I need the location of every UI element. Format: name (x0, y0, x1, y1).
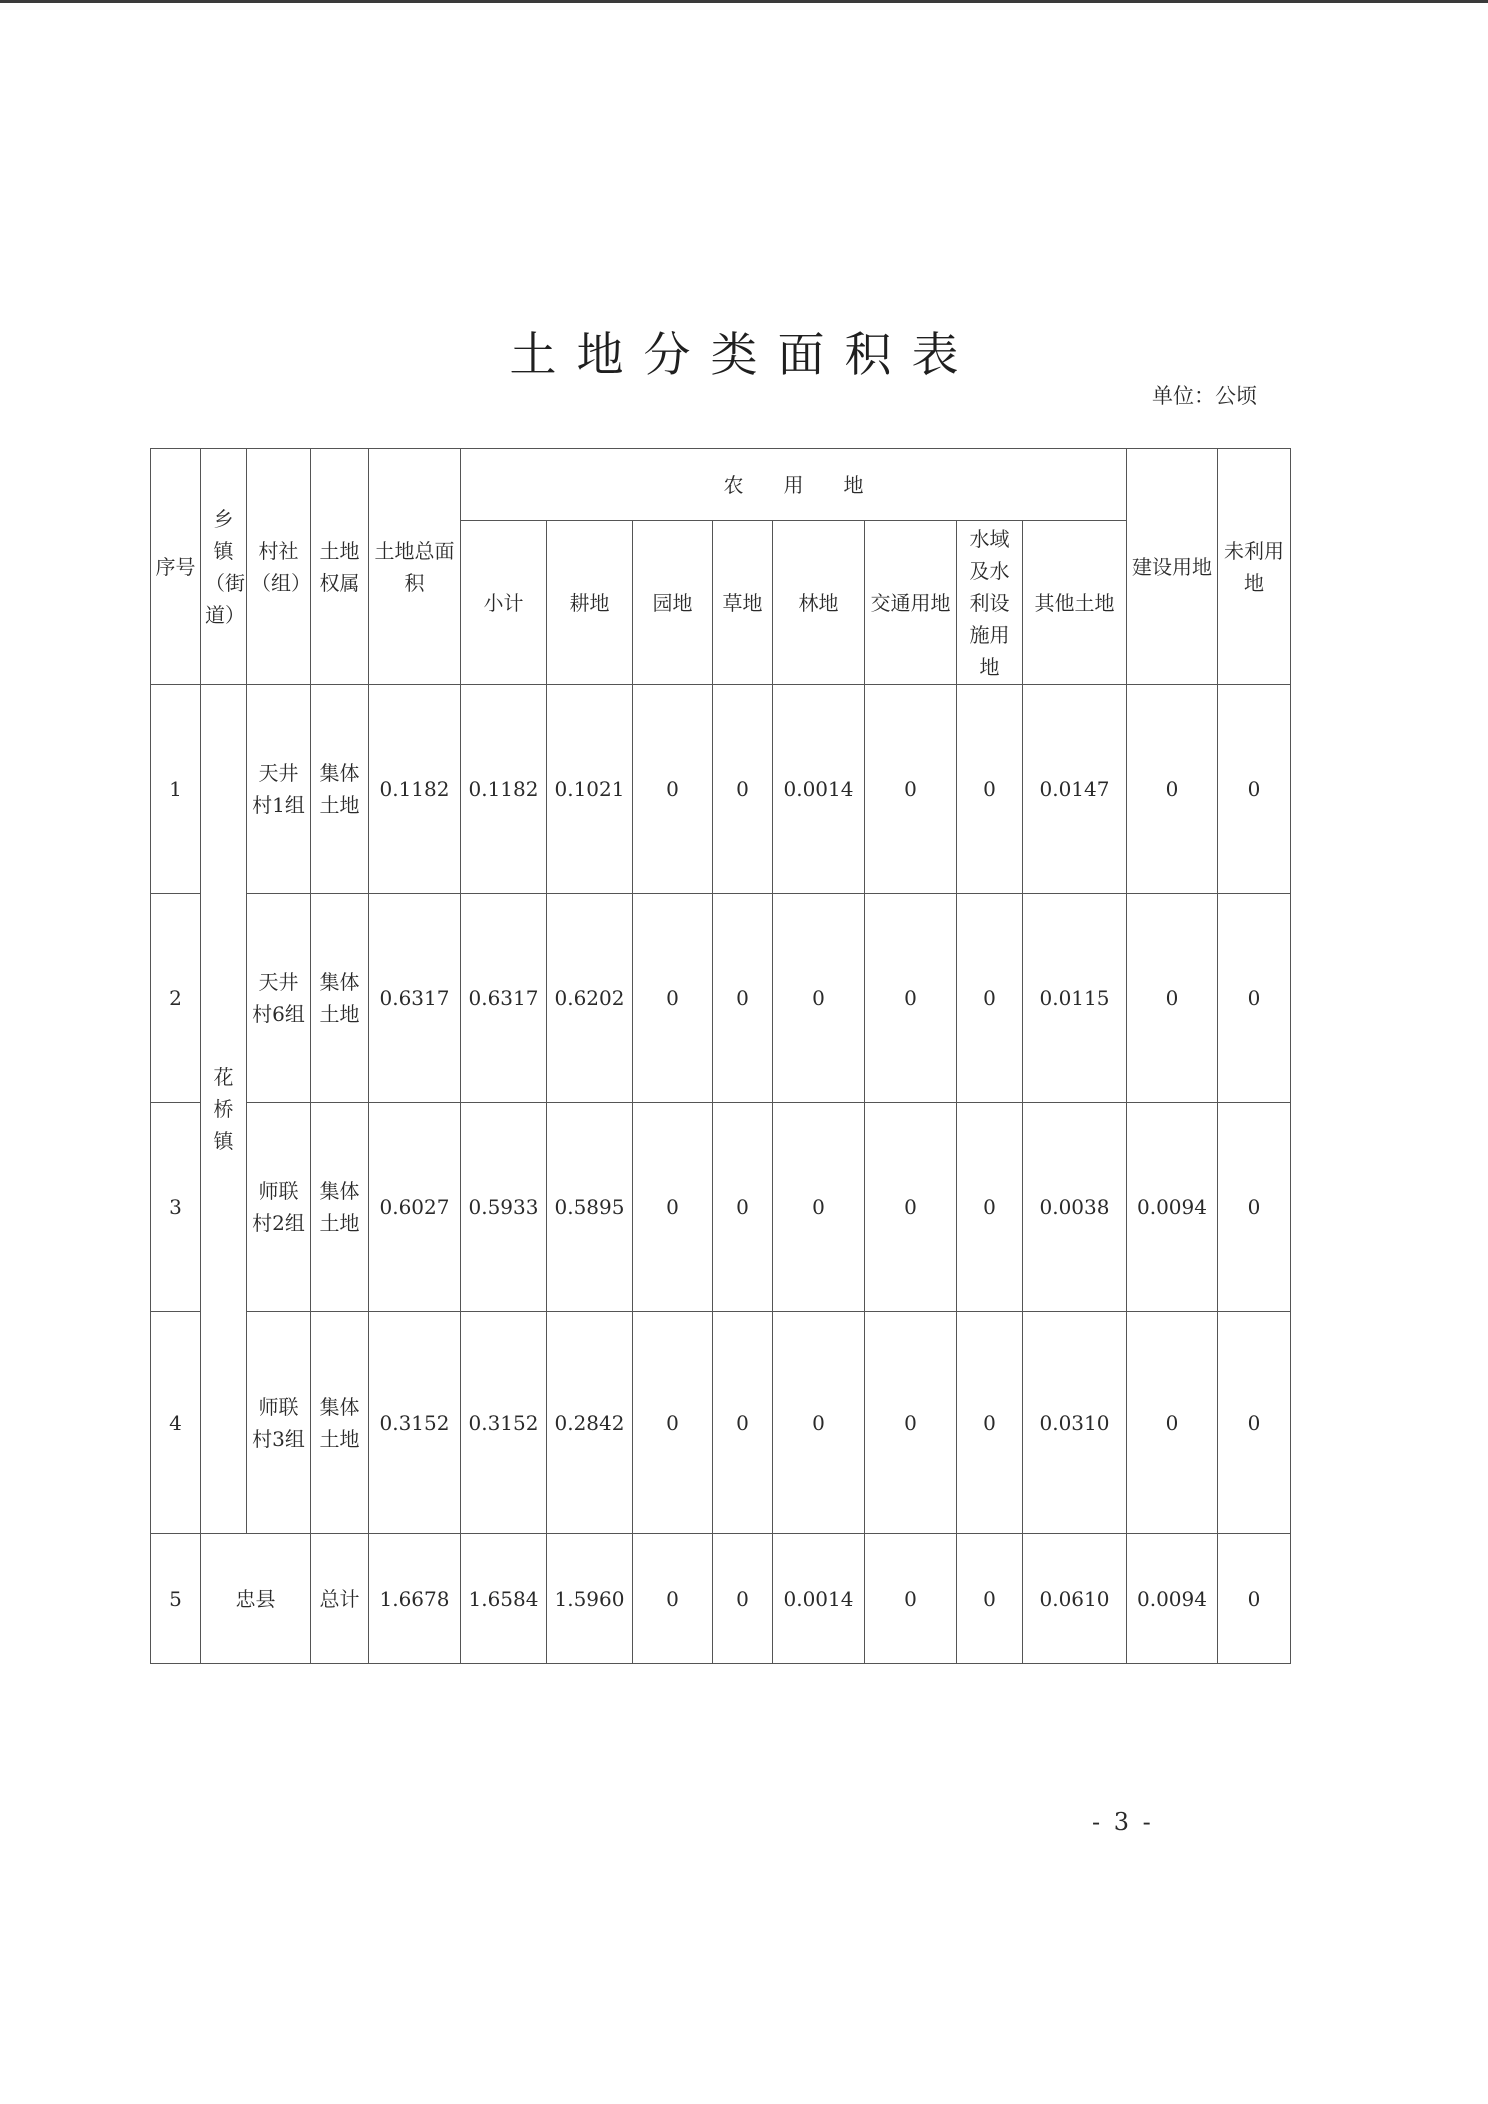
header-total-area: 土地总面积 (369, 449, 461, 685)
cell-forest: 0.0014 (773, 685, 865, 894)
cell-total-label: 总计 (311, 1534, 369, 1664)
cell-unused: 0 (1218, 894, 1291, 1103)
cell-ownership: 集体土地 (311, 1312, 369, 1534)
cell-construction: 0.0094 (1127, 1103, 1218, 1312)
cell-water: 0 (957, 894, 1023, 1103)
cell-other: 0.0610 (1023, 1534, 1127, 1664)
cell-total: 0.6027 (369, 1103, 461, 1312)
cell-seq: 2 (151, 894, 201, 1103)
cell-transport: 0 (865, 685, 957, 894)
cell-water: 0 (957, 685, 1023, 894)
cell-village: 师联村3组 (247, 1312, 311, 1534)
cell-garden: 0 (633, 685, 713, 894)
cell-seq: 1 (151, 685, 201, 894)
cell-garden: 0 (633, 1103, 713, 1312)
cell-water: 0 (957, 1534, 1023, 1664)
page-number: - 3 - (1092, 1808, 1154, 1836)
cell-grass: 0 (713, 1103, 773, 1312)
cell-total: 0.3152 (369, 1312, 461, 1534)
cell-village: 天井村1组 (247, 685, 311, 894)
cell-water: 0 (957, 1103, 1023, 1312)
cell-grass: 0 (713, 1312, 773, 1534)
cell-total: 0.1182 (369, 685, 461, 894)
header-garden: 园地 (633, 521, 713, 685)
header-agri-land: 农 用 地 (461, 449, 1127, 521)
cell-ownership: 集体土地 (311, 1103, 369, 1312)
cell-forest: 0 (773, 1312, 865, 1534)
cell-cultivated: 0.5895 (547, 1103, 633, 1312)
cell-transport: 0 (865, 1103, 957, 1312)
header-town: 乡镇（街道） (201, 449, 247, 685)
cell-garden: 0 (633, 1312, 713, 1534)
cell-cultivated: 0.1021 (547, 685, 633, 894)
cell-ownership: 集体土地 (311, 894, 369, 1103)
cell-total: 1.6678 (369, 1534, 461, 1664)
cell-seq: 5 (151, 1534, 201, 1664)
cell-garden: 0 (633, 1534, 713, 1664)
cell-subtotal: 0.5933 (461, 1103, 547, 1312)
header-forest: 林地 (773, 521, 865, 685)
cell-transport: 0 (865, 1534, 957, 1664)
header-other: 其他土地 (1023, 521, 1127, 685)
cell-transport: 0 (865, 894, 957, 1103)
cell-unused: 0 (1218, 1312, 1291, 1534)
cell-other: 0.0115 (1023, 894, 1127, 1103)
cell-grass: 0 (713, 894, 773, 1103)
table-row (151, 1103, 1291, 1312)
cell-construction: 0.0094 (1127, 1534, 1218, 1664)
cell-cultivated: 1.5960 (547, 1534, 633, 1664)
cell-other: 0.0310 (1023, 1312, 1127, 1534)
header-cultivated: 耕地 (547, 521, 633, 685)
cell-village: 天井村6组 (247, 894, 311, 1103)
cell-water: 0 (957, 1312, 1023, 1534)
cell-subtotal: 0.6317 (461, 894, 547, 1103)
cell-town: 花桥镇 (201, 685, 247, 1534)
cell-grass: 0 (713, 1534, 773, 1664)
header-village: 村社（组） (247, 449, 311, 685)
cell-forest: 0 (773, 1103, 865, 1312)
cell-total: 0.6317 (369, 894, 461, 1103)
cell-cultivated: 0.2842 (547, 1312, 633, 1534)
header-seq: 序号 (151, 449, 201, 685)
header-grass: 草地 (713, 521, 773, 685)
cell-unused: 0 (1218, 1534, 1291, 1664)
header-water: 水域及水利设施用地 (957, 521, 1023, 685)
cell-unused: 0 (1218, 1103, 1291, 1312)
cell-construction: 0 (1127, 685, 1218, 894)
cell-village: 师联村2组 (247, 1103, 311, 1312)
header-unused: 未利用地 (1218, 449, 1291, 685)
cell-subtotal: 0.3152 (461, 1312, 547, 1534)
unit-label: 单位：公顷 (1152, 384, 1257, 408)
cell-subtotal: 0.1182 (461, 685, 547, 894)
cell-construction: 0 (1127, 894, 1218, 1103)
page-title: 土地分类面积表 (509, 328, 979, 383)
header-transport: 交通用地 (865, 521, 957, 685)
cell-other: 0.0147 (1023, 685, 1127, 894)
cell-transport: 0 (865, 1312, 957, 1534)
cell-other: 0.0038 (1023, 1103, 1127, 1312)
header-subtotal: 小计 (461, 521, 547, 685)
cell-unused: 0 (1218, 685, 1291, 894)
table-row (151, 894, 1291, 1103)
cell-seq: 4 (151, 1312, 201, 1534)
cell-ownership: 集体土地 (311, 685, 369, 894)
land-classification-table (150, 448, 1291, 1664)
cell-forest: 0.0014 (773, 1534, 865, 1664)
table-row (151, 1312, 1291, 1534)
cell-garden: 0 (633, 894, 713, 1103)
header-row-1 (151, 449, 1291, 521)
table-row (151, 685, 1291, 894)
cell-cultivated: 0.6202 (547, 894, 633, 1103)
total-row (151, 1534, 1291, 1664)
cell-subtotal: 1.6584 (461, 1534, 547, 1664)
header-construction: 建设用地 (1127, 449, 1218, 685)
scan-top-border (0, 0, 1488, 3)
cell-seq: 3 (151, 1103, 201, 1312)
cell-grass: 0 (713, 685, 773, 894)
cell-construction: 0 (1127, 1312, 1218, 1534)
cell-forest: 0 (773, 894, 865, 1103)
header-ownership: 土地权属 (311, 449, 369, 685)
cell-county: 忠县 (201, 1534, 311, 1664)
